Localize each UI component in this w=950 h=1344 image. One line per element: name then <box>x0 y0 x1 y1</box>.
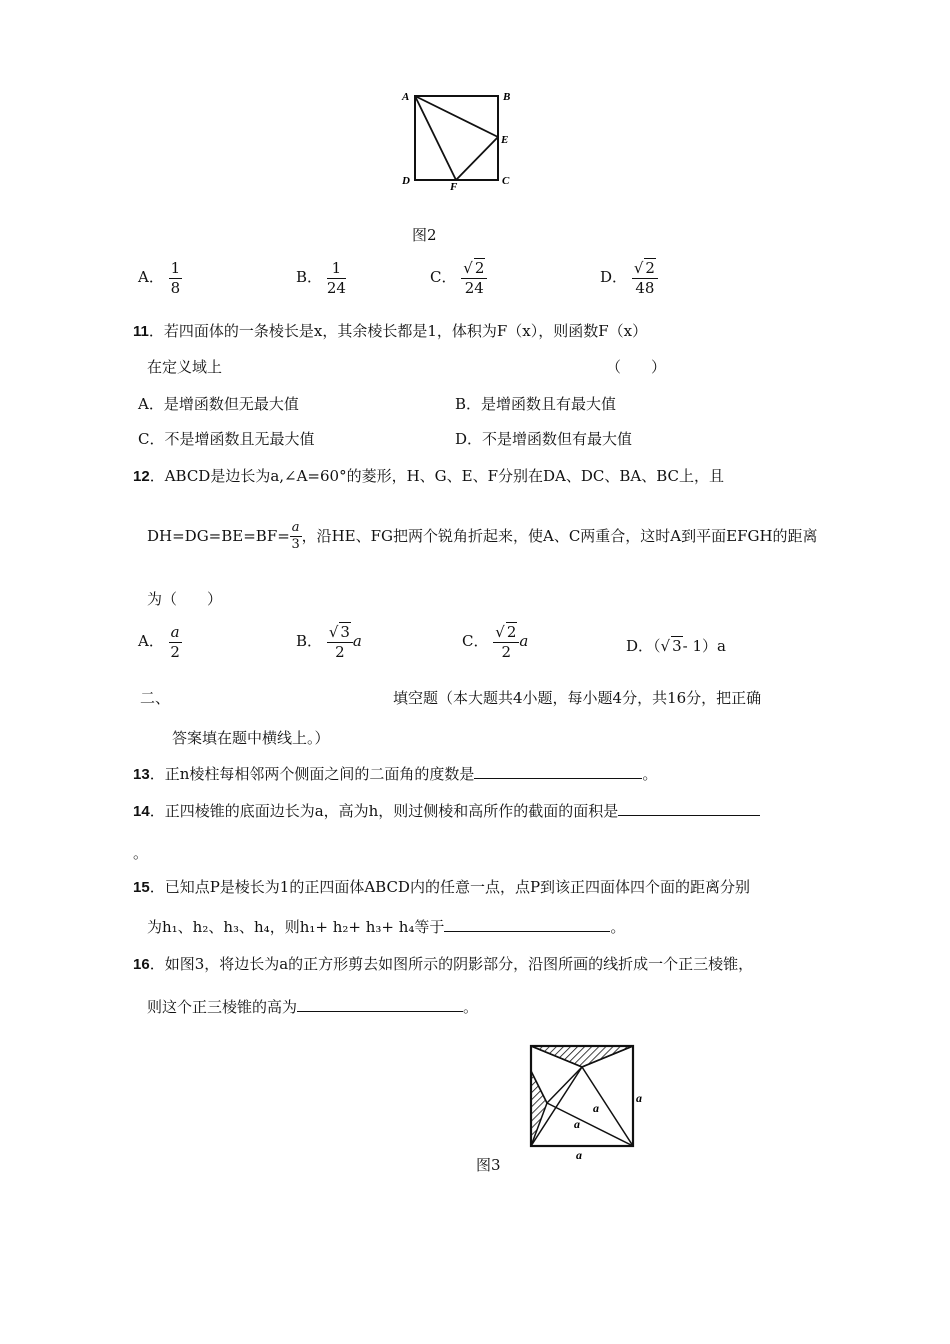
q10-option-c: C． $\frac{√ 2}{24}$ <box>430 260 487 296</box>
section-2-intro-line1: 填空题（本大题共4小题，每小题4分，共16分，把正确 <box>393 689 762 707</box>
q16-answer-blank[interactable] <box>297 997 463 1012</box>
q14-end: 。 <box>133 844 149 862</box>
figure-3-folding-diagram <box>520 1040 660 1162</box>
q10-option-a: A． $\frac{1}{8}$ <box>138 259 181 297</box>
q11-option-a: A．是增函数但无最大值 <box>138 395 299 413</box>
section-2-heading: 二、 <box>140 689 171 707</box>
fig3-label-a-inner1: a <box>593 1101 599 1115</box>
fig3-shaded-top <box>531 1046 633 1067</box>
fig3-label-a-bottom: a <box>576 1148 582 1162</box>
section-2-intro-line2: 答案填在题中横线上。） <box>172 729 330 747</box>
q12-line1: 12．ABCD是边长为a,∠A=60°的菱形，H、G、E、F分别在DA、DC、BA、BC上，且 <box>133 467 725 485</box>
q11-option-b: B．是增函数且有最大值 <box>455 395 617 413</box>
q10-option-b: B． $\frac{1}{24}$ <box>296 259 346 297</box>
q16-line2: 则这个正三棱锥的高为 。 <box>147 998 479 1016</box>
q16-line1: 16．如图3，将边长为a的正方形剪去如图所示的阴影部分，沿图所画的线折成一个正三棱锥， <box>133 955 754 973</box>
q15-line1: 15．已知点P是棱长为1的正四面体ABCD内的任意一点，点P到该正四面体四个面的距离分别 <box>133 878 751 896</box>
q11-answer-paren: （ ） <box>606 358 667 376</box>
fig2-label-C: C <box>502 175 510 187</box>
figure-2-caption: 图2 <box>412 226 437 244</box>
q12-option-d: D．（√ 3- 1）a <box>626 637 726 655</box>
figure-3-caption: 图3 <box>476 1156 501 1174</box>
q15-line2: 为h₁、h₂、h₃、h₄，则h₁+ h₂+ h₃+ h₄等于 。 <box>147 918 626 936</box>
q12-option-a: A． $\frac{a}{2}$ <box>138 623 180 661</box>
q13: 13．正n棱柱每相邻两个侧面之间的二面角的度数是 。 <box>133 765 658 783</box>
fig3-label-a-right: a <box>636 1091 642 1105</box>
fig2-label-D: D <box>402 175 410 187</box>
q10-option-d: D． $\frac{√ 2}{48}$ <box>600 260 658 296</box>
fig3-label-a-inner2: a <box>574 1117 580 1131</box>
q11-option-c: C．不是增函数且无最大值 <box>138 430 315 448</box>
q15-answer-blank[interactable] <box>444 917 610 932</box>
q12-option-b: B． $\frac{√ 3}{2}$ a <box>296 623 362 661</box>
figure-2-square-diagram <box>398 86 518 190</box>
q12-line2: DH=DG=BE=BF= $\frac{a}{3}$ ，沿HE、FG把两个锐角折起来，使A、C两重合，这时A到平面EFGH的距离 <box>147 520 818 553</box>
fig2-label-F: F <box>450 181 458 190</box>
q13-answer-blank[interactable] <box>474 764 642 779</box>
q14-answer-blank[interactable] <box>618 801 760 816</box>
q11-line2: 在定义域上 <box>147 358 223 376</box>
q11-option-d: D．不是增函数但有最大值 <box>455 430 633 448</box>
q12-option-c: C． $\frac{√ 2}{2}$ a <box>462 623 529 661</box>
fig2-label-E: E <box>501 134 509 146</box>
fig2-label-B: B <box>503 91 511 103</box>
fig2-label-A: A <box>402 91 410 103</box>
q11-line1: 11．若四面体的一条棱长是x，其余棱长都是1，体积为F（x），则函数F（x） <box>133 322 648 340</box>
q12-line3: 为（ ） <box>147 590 223 608</box>
q14: 14．正四棱锥的底面边长为a，高为h，则过侧棱和高所作的截面的面积是 <box>133 800 760 821</box>
